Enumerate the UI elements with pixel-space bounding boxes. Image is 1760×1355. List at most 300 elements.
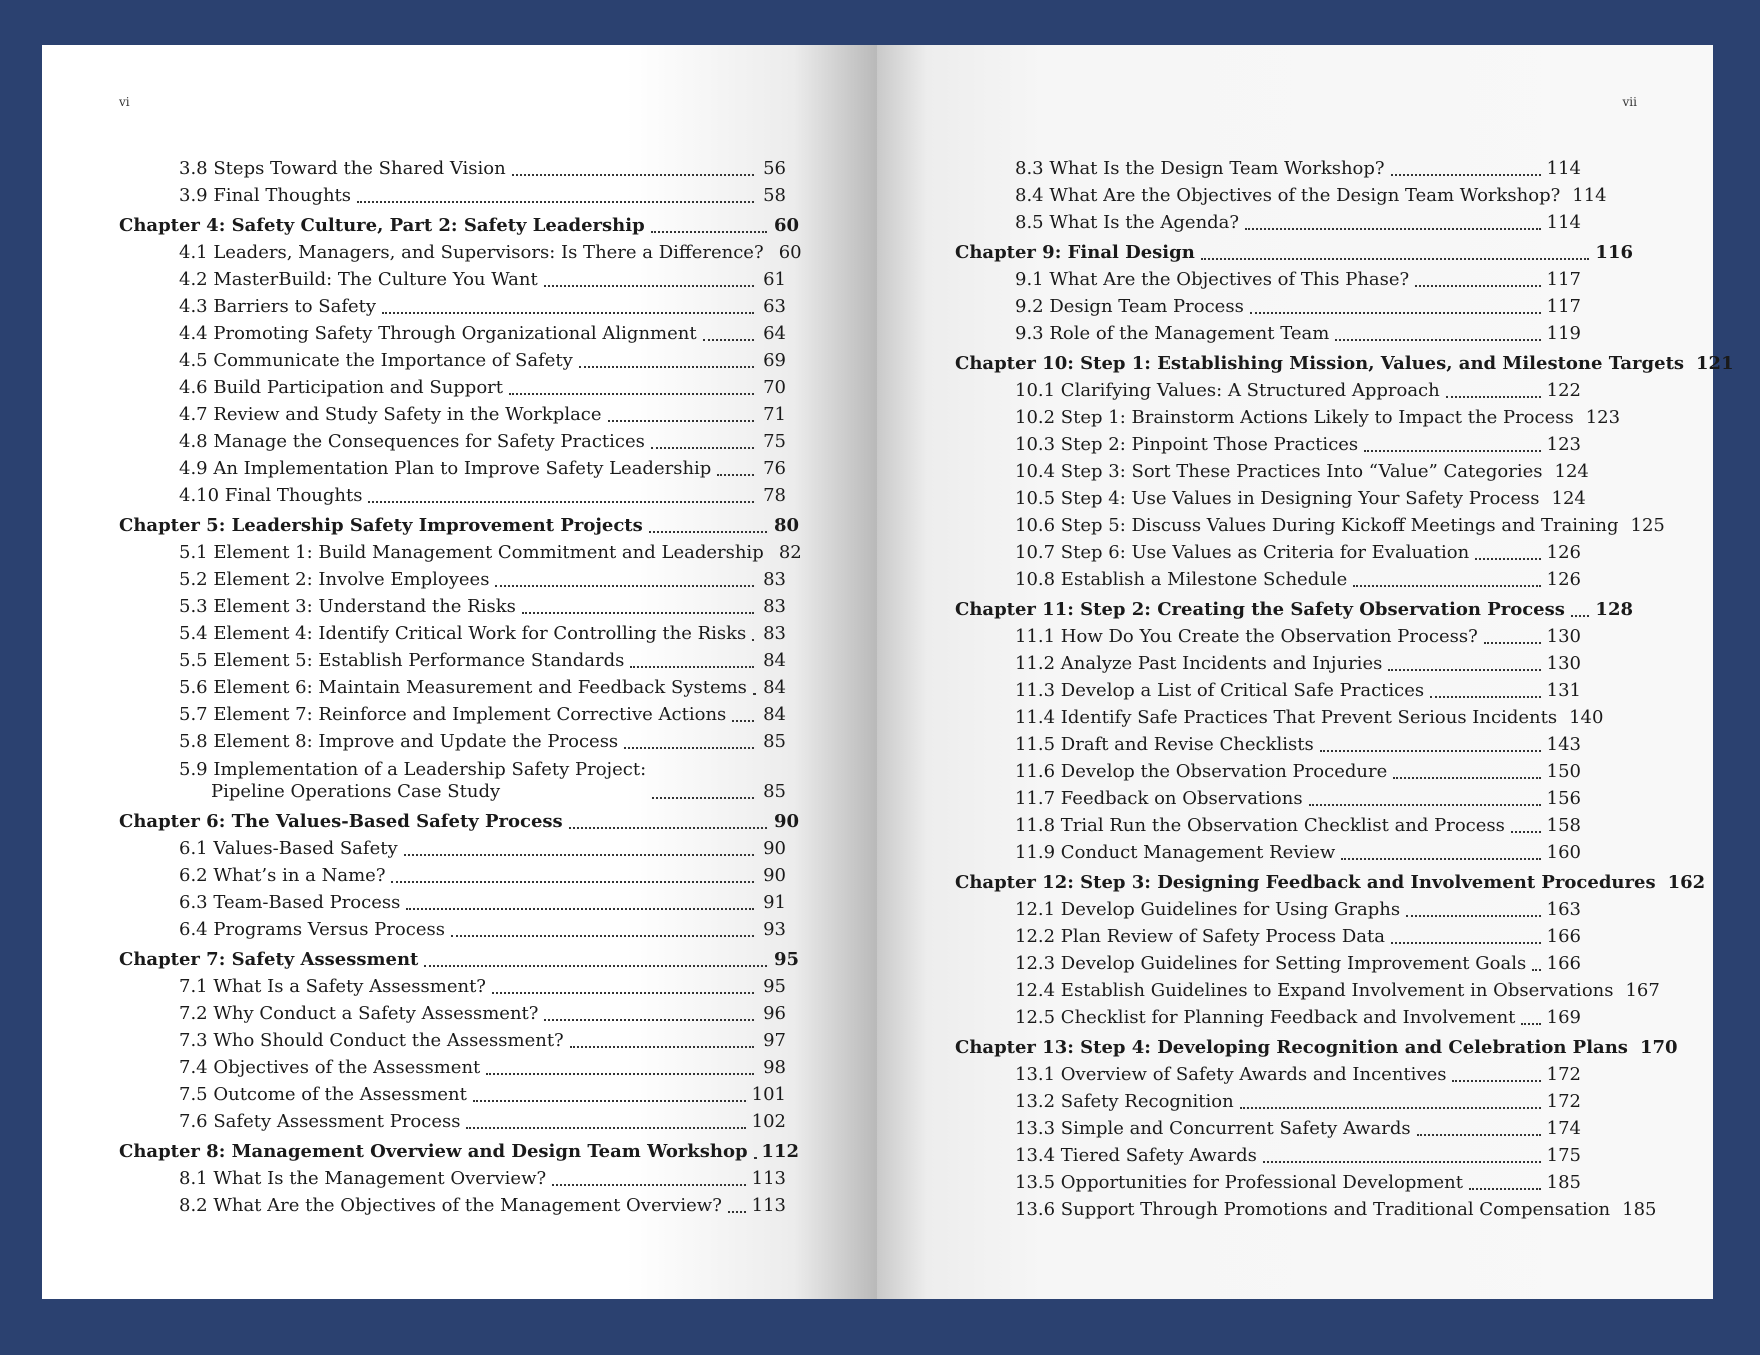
toc-section-entry[interactable] — [1015, 180, 1607, 207]
dot-leader — [406, 907, 754, 910]
toc-page-number: 175 — [1546, 1145, 1581, 1166]
toc-section-entry[interactable] — [179, 618, 786, 645]
toc-entry-title: 6.1 Values-Based Safety — [179, 838, 398, 859]
toc-entry-title: Chapter 13: Step 4: Developing Recognition and Celebration Plans — [955, 1037, 1628, 1058]
toc-section-entry[interactable] — [179, 318, 786, 345]
toc-page-number: 112 — [761, 1141, 799, 1162]
toc-entry-title: 4.6 Build Participation and Support — [179, 377, 503, 398]
dot-leader — [1430, 695, 1541, 698]
dot-leader — [1532, 968, 1540, 971]
toc-page-number: 121 — [1696, 353, 1734, 374]
toc-page-number: 124 — [1554, 461, 1589, 482]
dot-leader — [1250, 311, 1541, 314]
toc-page-number: 61 — [763, 269, 786, 290]
toc-section-entry[interactable] — [179, 753, 786, 803]
dot-leader — [1521, 1022, 1540, 1025]
toc-section-entry[interactable] — [179, 291, 786, 318]
toc-page-number: 101 — [751, 1084, 786, 1105]
toc-page-number: 160 — [1546, 842, 1581, 863]
toc-entry-title: 7.3 Who Should Conduct the Assessment? — [179, 1030, 564, 1051]
toc-section-entry[interactable] — [1015, 537, 1581, 564]
toc-page-number: 158 — [1546, 815, 1581, 836]
toc-section-entry[interactable] — [179, 1106, 786, 1133]
toc-entry-title: 5.7 Element 7: Reinforce and Implement Corrective Actions — [179, 704, 727, 725]
toc-page-number: 172 — [1546, 1091, 1581, 1112]
toc-page-number: 116 — [1595, 242, 1633, 263]
toc-section-entry[interactable] — [179, 180, 786, 207]
toc-section-entry[interactable] — [179, 860, 786, 887]
toc-page-number: 119 — [1546, 323, 1581, 344]
toc-page-number: 96 — [763, 1003, 786, 1024]
dot-leader — [1335, 338, 1540, 341]
dot-leader — [569, 826, 767, 829]
toc-entry-title: 10.4 Step 3: Sort These Practices Into “Value” Categories — [1015, 461, 1543, 482]
dot-leader — [717, 473, 754, 476]
toc-entry-title: 5.3 Element 3: Understand the Risks — [179, 596, 516, 617]
toc-list — [877, 153, 1734, 1221]
page-number: vi — [119, 95, 130, 109]
toc-page-number: 117 — [1546, 296, 1581, 317]
dot-leader — [1415, 284, 1540, 287]
toc-chapter-entry[interactable] — [119, 941, 799, 971]
dot-leader — [651, 230, 767, 233]
dot-leader — [652, 796, 754, 799]
dot-leader — [1240, 1106, 1541, 1109]
toc-section-entry[interactable] — [1015, 837, 1581, 864]
toc-page-number: 167 — [1625, 980, 1660, 1001]
toc-chapter-entry[interactable] — [119, 1133, 799, 1163]
toc-chapter-entry[interactable] — [955, 234, 1633, 264]
toc-entry-title: 4.4 Promoting Safety Through Organizational Alignment — [179, 323, 697, 344]
toc-chapter-entry[interactable] — [119, 507, 799, 537]
toc-entry-title: 4.9 An Implementation Plan to Improve Safety Leadership — [179, 458, 712, 479]
toc-section-entry[interactable] — [179, 726, 786, 753]
toc-page-number: 114 — [1546, 212, 1581, 233]
toc-page-number: 114 — [1546, 158, 1581, 179]
toc-page-number: 97 — [763, 1030, 786, 1051]
dot-leader — [544, 1018, 754, 1021]
dot-leader — [492, 991, 754, 994]
toc-section-entry[interactable] — [179, 426, 786, 453]
toc-page-number: 84 — [763, 704, 786, 725]
toc-section-entry[interactable] — [179, 537, 802, 564]
toc-entry-title: 12.5 Checklist for Planning Feedback and Involvement — [1015, 1007, 1516, 1028]
toc-page-number: 93 — [763, 919, 786, 940]
dot-leader — [1475, 557, 1540, 560]
toc-entry-title: 11.8 Trial Run the Observation Checklist and Process — [1015, 815, 1505, 836]
toc-entry-title: 8.2 What Are the Objectives of the Management Overview? — [179, 1195, 722, 1216]
dot-leader — [466, 1126, 745, 1129]
toc-entry-title: 8.5 What Is the Agenda? — [1015, 212, 1240, 233]
toc-page-number: 174 — [1546, 1118, 1581, 1139]
dot-leader — [391, 880, 754, 883]
toc-page-number: 130 — [1546, 626, 1581, 647]
toc-section-entry[interactable] — [1015, 1113, 1581, 1140]
dot-leader — [522, 611, 754, 614]
toc-entry-title: Chapter 11: Step 2: Creating the Safety Observation Process — [955, 599, 1565, 620]
toc-entry-title: 11.2 Analyze Past Incidents and Injuries — [1015, 653, 1383, 674]
dot-leader — [495, 584, 754, 587]
dot-leader — [630, 665, 754, 668]
toc-section-entry[interactable] — [179, 998, 786, 1025]
toc-section-entry[interactable] — [179, 887, 786, 914]
toc-section-entry[interactable] — [179, 699, 786, 726]
toc-section-entry[interactable] — [1015, 756, 1581, 783]
toc-page-number: 82 — [778, 542, 802, 563]
dot-leader — [1393, 776, 1540, 779]
toc-page-number: 117 — [1546, 269, 1581, 290]
toc-section-entry[interactable] — [1015, 621, 1581, 648]
dot-leader — [752, 638, 754, 641]
toc-section-entry[interactable] — [179, 1052, 786, 1079]
toc-page-number: 60 — [778, 242, 802, 263]
toc-page-number: 80 — [773, 515, 799, 536]
toc-section-entry[interactable] — [1015, 402, 1621, 429]
toc-page-number: 185 — [1622, 1199, 1657, 1220]
toc-entry-title: 5.8 Element 8: Improve and Update the Process — [179, 731, 619, 752]
dot-leader — [424, 964, 767, 967]
toc-entry-title: 9.1 What Are the Objectives of This Phase? — [1015, 269, 1410, 290]
toc-section-entry[interactable] — [1015, 564, 1581, 591]
toc-section-entry[interactable] — [1015, 810, 1581, 837]
toc-entry-title: 5.4 Element 4: Identify Critical Work for Controlling the Risks — [179, 623, 747, 644]
toc-page-number: 169 — [1546, 1007, 1581, 1028]
toc-section-entry[interactable] — [1015, 1059, 1581, 1086]
toc-page-number: 85 — [763, 731, 786, 752]
toc-page-number: 163 — [1546, 899, 1581, 920]
toc-page-number: 95 — [773, 949, 799, 970]
toc-page-number: 78 — [763, 485, 786, 506]
toc-page-number: 150 — [1546, 761, 1581, 782]
toc-page-number: 63 — [763, 296, 786, 317]
toc-section-entry[interactable] — [179, 591, 786, 618]
toc-section-entry[interactable] — [179, 372, 786, 399]
dot-leader — [570, 1045, 754, 1048]
toc-page-number: 113 — [751, 1168, 786, 1189]
toc-section-entry[interactable] — [1015, 375, 1581, 402]
toc-entry-title: 12.1 Develop Guidelines for Using Graphs — [1015, 899, 1401, 920]
toc-section-entry[interactable] — [1015, 429, 1581, 456]
dot-leader — [512, 173, 754, 176]
toc-page-number: 70 — [763, 377, 786, 398]
toc-entry-title: Chapter 6: The Values-Based Safety Process — [119, 811, 563, 832]
book-spread — [42, 45, 1734, 1299]
toc-entry-title: Chapter 7: Safety Assessment — [119, 949, 419, 970]
toc-entry-title: 5.1 Element 1: Build Management Commitment and Leadership — [179, 542, 764, 563]
toc-entry-title: 11.6 Develop the Observation Procedure — [1015, 761, 1388, 782]
toc-page-number: 85 — [763, 781, 786, 802]
toc-page-number: 166 — [1546, 926, 1581, 947]
toc-section-entry[interactable] — [179, 672, 786, 699]
dot-leader — [754, 1156, 756, 1159]
dot-leader — [1263, 1160, 1541, 1163]
toc-section-entry[interactable] — [1015, 675, 1581, 702]
toc-page-number: 84 — [763, 650, 786, 671]
toc-chapter-entry[interactable] — [955, 1029, 1678, 1059]
toc-entry-title — [179, 759, 646, 803]
toc-page-number: 83 — [763, 623, 786, 644]
toc-section-entry[interactable] — [1015, 1140, 1581, 1167]
toc-section-entry[interactable] — [179, 399, 786, 426]
toc-section-entry[interactable] — [179, 237, 802, 264]
dot-leader — [1469, 1187, 1541, 1190]
toc-page-number: 69 — [763, 350, 786, 371]
toc-page-number: 90 — [763, 838, 786, 859]
toc-entry-title: 10.1 Clarifying Values: A Structured Approach — [1015, 380, 1440, 401]
toc-section-entry[interactable] — [179, 264, 786, 291]
toc-page-number: 114 — [1572, 185, 1607, 206]
toc-section-entry[interactable] — [179, 914, 786, 941]
toc-section-entry[interactable] — [1015, 702, 1604, 729]
dot-leader — [509, 392, 754, 395]
toc-entry-title: 7.5 Outcome of the Assessment — [179, 1084, 467, 1105]
toc-section-entry[interactable] — [1015, 1086, 1581, 1113]
toc-section-entry[interactable] — [179, 645, 786, 672]
toc-entry-title: 3.8 Steps Toward the Shared Vision — [179, 158, 506, 179]
dot-leader — [404, 853, 754, 856]
toc-entry-title: Chapter 5: Leadership Safety Improvement Projects — [119, 515, 643, 536]
dot-leader — [649, 530, 767, 533]
toc-page-number: 83 — [763, 569, 786, 590]
toc-section-entry[interactable] — [1015, 264, 1581, 291]
toc-entry-title: 10.6 Step 5: Discuss Values During Kickoff Meetings and Training — [1015, 515, 1619, 536]
toc-entry-title: 13.6 Support Through Promotions and Traditional Compensation — [1015, 1199, 1611, 1220]
toc-section-entry[interactable] — [1015, 729, 1581, 756]
toc-section-entry[interactable] — [1015, 207, 1581, 234]
dot-leader — [1446, 395, 1541, 398]
toc-entry-title: 13.4 Tiered Safety Awards — [1015, 1145, 1257, 1166]
toc-entry-title: 10.5 Step 4: Use Values in Designing Your Safety Process — [1015, 488, 1540, 509]
dot-leader — [1201, 257, 1590, 260]
toc-entry-title: 10.2 Step 1: Brainstorm Actions Likely to Impact the Process — [1015, 407, 1574, 428]
toc-section-entry[interactable] — [179, 1190, 786, 1217]
toc-section-entry[interactable] — [1015, 783, 1581, 810]
toc-section-entry[interactable] — [179, 1163, 786, 1190]
toc-entry-title: 11.1 How Do You Create the Observation Process? — [1015, 626, 1478, 647]
toc-entry-title: 8.4 What Are the Objectives of the Design Team Workshop? — [1015, 185, 1561, 206]
toc-chapter-entry[interactable] — [955, 591, 1633, 621]
page-number: vii — [1622, 95, 1637, 109]
toc-entry-title: 6.2 What’s in a Name? — [179, 865, 386, 886]
toc-entry-title: 12.2 Plan Review of Safety Process Data — [1015, 926, 1385, 947]
dot-leader — [1406, 914, 1541, 917]
toc-section-entry[interactable] — [1015, 1167, 1581, 1194]
dot-leader — [608, 419, 754, 422]
toc-entry-title: 4.5 Communicate the Importance of Safety — [179, 350, 573, 371]
toc-entry-title: 5.2 Element 2: Involve Employees — [179, 569, 490, 590]
toc-section-entry[interactable] — [1015, 648, 1581, 675]
toc-entry-title: 8.1 What Is the Management Overview? — [179, 1168, 547, 1189]
toc-page-number: 172 — [1546, 1064, 1581, 1085]
toc-entry-title: 7.2 Why Conduct a Safety Assessment? — [179, 1003, 539, 1024]
toc-entry-title-line: 5.9 Implementation of a Leadership Safety Project: — [179, 759, 647, 780]
dot-leader — [1484, 641, 1541, 644]
toc-section-entry[interactable] — [1015, 318, 1581, 345]
toc-page-number: 140 — [1569, 707, 1604, 728]
toc-page-number: 124 — [1551, 488, 1586, 509]
toc-page-number: 123 — [1546, 434, 1581, 455]
toc-entry-title: 3.9 Final Thoughts — [179, 185, 352, 206]
toc-entry-title: 4.3 Barriers to Safety — [179, 296, 377, 317]
toc-page-number: 90 — [763, 865, 786, 886]
toc-page-number: 58 — [763, 185, 786, 206]
dot-leader — [1417, 1133, 1541, 1136]
right-page — [877, 45, 1734, 1299]
toc-entry-title: 5.6 Element 6: Maintain Measurement and Feedback Systems — [179, 677, 747, 698]
toc-section-entry[interactable] — [1015, 1194, 1657, 1221]
toc-page-number: 56 — [763, 158, 786, 179]
toc-entry-title: 4.10 Final Thoughts — [179, 485, 363, 506]
toc-section-entry[interactable] — [1015, 510, 1665, 537]
toc-entry-title: 11.3 Develop a List of Critical Safe Practices — [1015, 680, 1425, 701]
toc-entry-title: Chapter 4: Safety Culture, Part 2: Safety Leadership — [119, 215, 645, 236]
toc-entry-title: 10.7 Step 6: Use Values as Criteria for Evaluation — [1015, 542, 1470, 563]
toc-page-number: 60 — [773, 215, 799, 236]
toc-page-number: 64 — [763, 323, 786, 344]
dot-leader — [382, 311, 754, 314]
toc-entry-title: 7.6 Safety Assessment Process — [179, 1111, 461, 1132]
dot-leader — [1452, 1079, 1540, 1082]
dot-leader — [1511, 830, 1541, 833]
toc-entry-title: Chapter 9: Final Design — [955, 242, 1195, 263]
toc-entry-title: 10.8 Establish a Milestone Schedule — [1015, 569, 1348, 590]
toc-page-number: 125 — [1630, 515, 1665, 536]
dot-leader — [357, 200, 754, 203]
dot-leader — [1320, 749, 1541, 752]
dot-leader — [579, 365, 754, 368]
toc-page-number: 126 — [1546, 569, 1581, 590]
toc-section-entry[interactable] — [1015, 975, 1660, 1002]
toc-chapter-entry[interactable] — [955, 345, 1734, 375]
toc-entry-title: 13.3 Simple and Concurrent Safety Awards — [1015, 1118, 1411, 1139]
toc-entry-title: Chapter 8: Management Overview and Design Team Workshop — [119, 1141, 748, 1162]
toc-entry-title: 13.5 Opportunities for Professional Development — [1015, 1172, 1463, 1193]
toc-section-entry[interactable] — [1015, 948, 1581, 975]
toc-entry-title: 4.1 Leaders, Managers, and Supervisors: Is There a Difference? — [179, 242, 764, 263]
toc-entry-title: 11.9 Conduct Management Review — [1015, 842, 1336, 863]
toc-entry-title: 9.3 Role of the Management Team — [1015, 323, 1330, 344]
toc-entry-title: 6.3 Team-Based Process — [179, 892, 401, 913]
toc-section-entry[interactable] — [1015, 1002, 1581, 1029]
toc-section-entry[interactable] — [179, 1079, 786, 1106]
toc-page-number: 166 — [1546, 953, 1581, 974]
dot-leader — [486, 1072, 754, 1075]
toc-entry-title: 11.5 Draft and Revise Checklists — [1015, 734, 1314, 755]
toc-section-entry[interactable] — [1015, 456, 1589, 483]
left-page — [42, 45, 877, 1299]
toc-page-number: 123 — [1585, 407, 1621, 428]
toc-section-entry[interactable] — [179, 153, 786, 180]
toc-page-number: 131 — [1546, 680, 1581, 701]
dot-leader — [1391, 941, 1541, 944]
toc-section-entry[interactable] — [1015, 921, 1581, 948]
toc-section-entry[interactable] — [179, 345, 786, 372]
toc-page-number: 71 — [763, 404, 786, 425]
toc-entry-title: Chapter 12: Step 3: Designing Feedback and Involvement Procedures — [955, 872, 1656, 893]
toc-section-entry[interactable] — [179, 1025, 786, 1052]
toc-entry-title: Chapter 10: Step 1: Establishing Mission, Values, and Milestone Targets — [955, 353, 1685, 374]
toc-entry-title: 12.4 Establish Guidelines to Expand Involvement in Observations — [1015, 980, 1614, 1001]
toc-chapter-entry[interactable] — [119, 207, 799, 237]
toc-chapter-entry[interactable] — [955, 864, 1706, 894]
dot-leader — [732, 719, 754, 722]
toc-page-number: 122 — [1546, 380, 1581, 401]
dot-leader — [1341, 857, 1540, 860]
dot-leader — [1309, 803, 1541, 806]
toc-page-number: 126 — [1546, 542, 1581, 563]
toc-entry-title: 11.7 Feedback on Observations — [1015, 788, 1303, 809]
dot-leader — [544, 284, 754, 287]
toc-section-entry[interactable] — [179, 453, 786, 480]
dot-leader — [451, 934, 754, 937]
toc-section-entry[interactable] — [179, 971, 786, 998]
toc-entry-title: 4.7 Review and Study Safety in the Workplace — [179, 404, 602, 425]
dot-leader — [1388, 668, 1540, 671]
toc-page-number: 143 — [1546, 734, 1581, 755]
toc-page-number: 83 — [763, 596, 786, 617]
dot-leader — [651, 446, 754, 449]
toc-section-entry[interactable] — [1015, 483, 1586, 510]
toc-page-number: 185 — [1546, 1172, 1581, 1193]
toc-entry-title: 5.5 Element 5: Establish Performance Standards — [179, 650, 625, 671]
dot-leader — [1353, 584, 1540, 587]
toc-entry-title: 10.3 Step 2: Pinpoint Those Practices — [1015, 434, 1359, 455]
toc-section-entry[interactable] — [179, 833, 786, 860]
dot-leader — [473, 1099, 746, 1102]
toc-entry-title: 13.2 Safety Recognition — [1015, 1091, 1234, 1112]
toc-page-number: 84 — [763, 677, 786, 698]
dot-leader — [1364, 449, 1540, 452]
dot-leader — [1245, 227, 1541, 230]
dot-leader — [368, 500, 754, 503]
dot-leader — [552, 1183, 745, 1186]
toc-page-number: 128 — [1595, 599, 1633, 620]
toc-section-entry[interactable] — [1015, 894, 1581, 921]
toc-section-entry[interactable] — [179, 480, 786, 507]
toc-page-number: 130 — [1546, 653, 1581, 674]
toc-entry-title: 12.3 Develop Guidelines for Setting Improvement Goals — [1015, 953, 1527, 974]
toc-page-number: 76 — [763, 458, 786, 479]
toc-entry-title: 9.2 Design Team Process — [1015, 296, 1244, 317]
dot-leader — [728, 1210, 746, 1213]
toc-list — [42, 153, 877, 1217]
dot-leader — [703, 338, 754, 341]
toc-chapter-entry[interactable] — [119, 803, 799, 833]
toc-entry-title-line: Pipeline Operations Case Study — [211, 781, 501, 802]
dot-leader — [753, 692, 754, 695]
toc-page-number: 95 — [763, 976, 786, 997]
toc-entry-title: 7.4 Objectives of the Assessment — [179, 1057, 481, 1078]
toc-page-number: 98 — [763, 1057, 786, 1078]
toc-entry-title: 7.1 What Is a Safety Assessment? — [179, 976, 486, 997]
toc-section-entry[interactable] — [1015, 153, 1581, 180]
toc-page-number: 91 — [763, 892, 786, 913]
dot-leader — [624, 746, 754, 749]
toc-section-entry[interactable] — [1015, 291, 1581, 318]
toc-page-number: 75 — [763, 431, 786, 452]
toc-page-number: 90 — [773, 811, 799, 832]
toc-page-number: 162 — [1667, 872, 1706, 893]
dot-leader — [1571, 614, 1590, 617]
toc-page-number: 113 — [751, 1195, 786, 1216]
toc-page-number: 170 — [1639, 1037, 1678, 1058]
toc-entry-title: 4.2 MasterBuild: The Culture You Want — [179, 269, 538, 290]
dot-leader — [1391, 173, 1541, 176]
toc-page-number: 102 — [751, 1111, 786, 1132]
toc-entry-title: 4.8 Manage the Consequences for Safety Practices — [179, 431, 645, 452]
toc-section-entry[interactable] — [179, 564, 786, 591]
toc-entry-title: 13.1 Overview of Safety Awards and Incentives — [1015, 1064, 1447, 1085]
